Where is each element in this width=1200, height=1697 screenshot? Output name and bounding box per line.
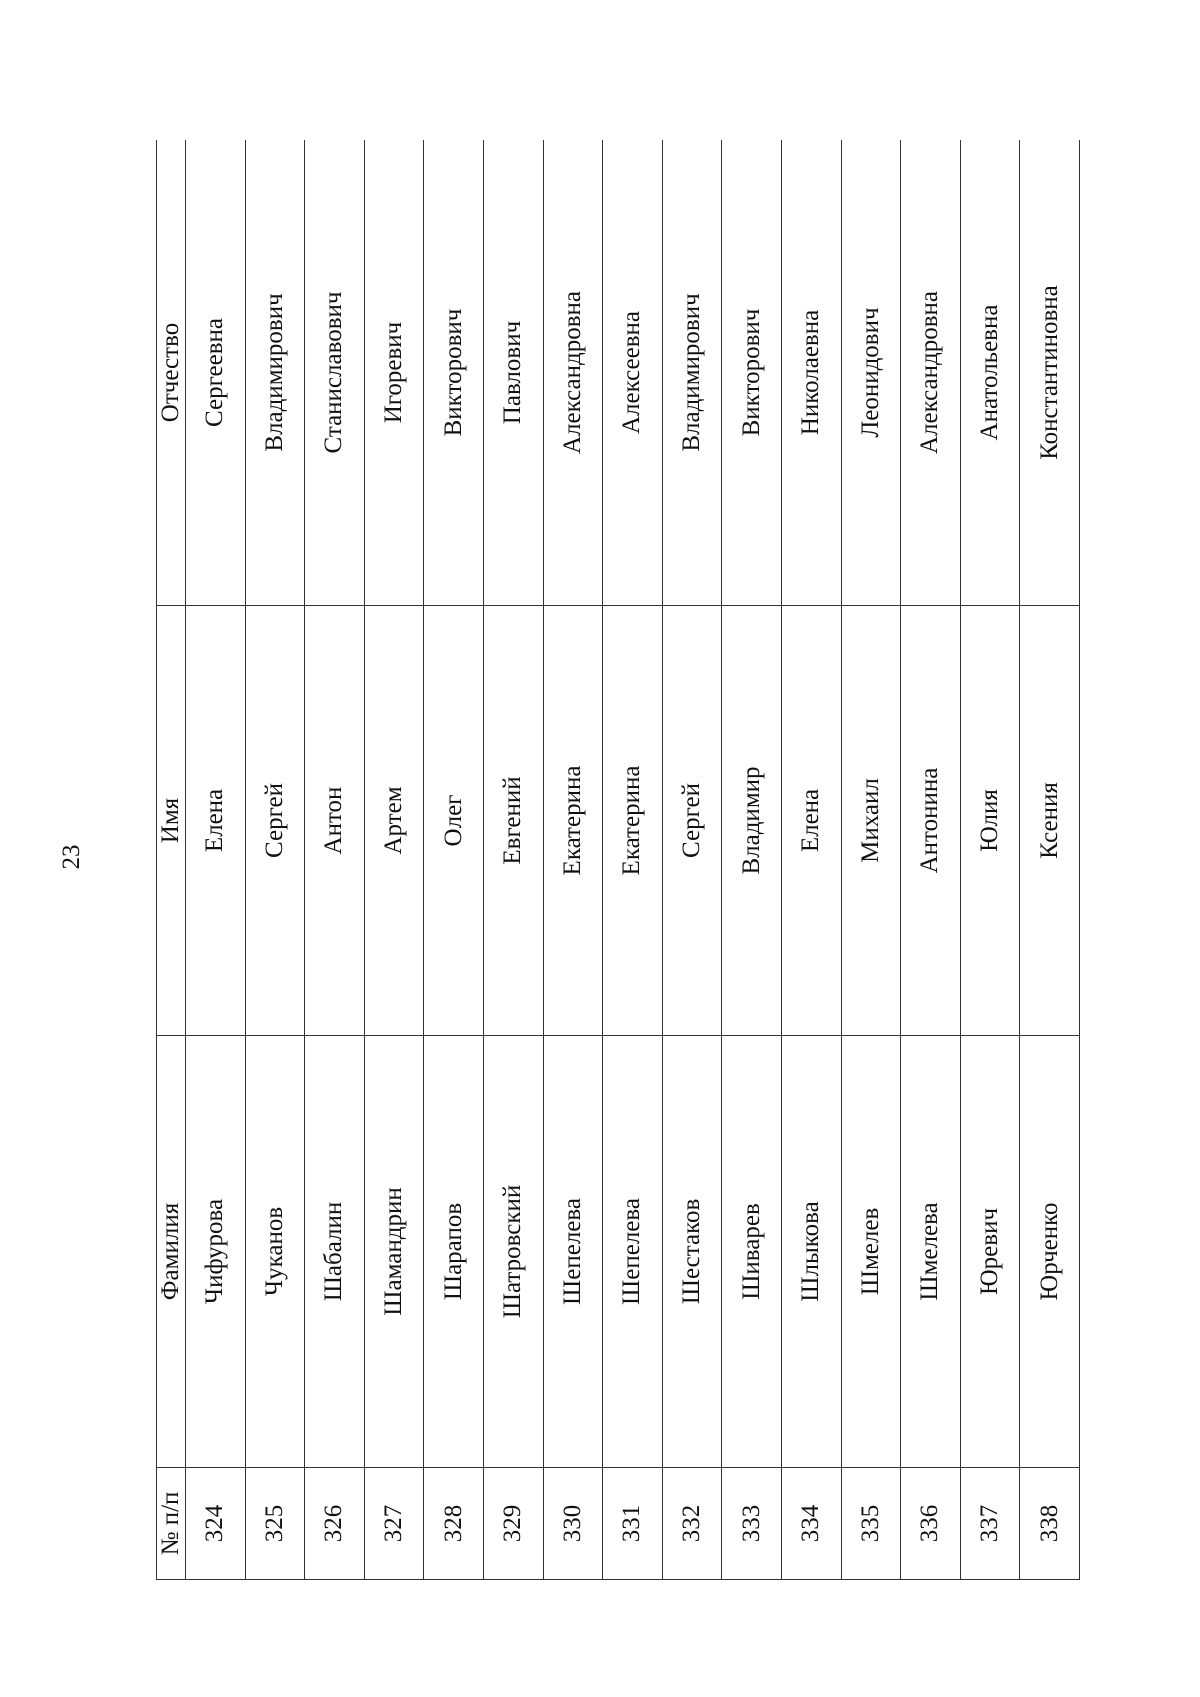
cell-last-name: Шамандрин: [364, 1036, 424, 1468]
cell-last-name: Юрченко: [1020, 1036, 1080, 1468]
cell-patronymic: Анатольевна: [960, 140, 1020, 606]
cell-patronymic: Леонидович: [841, 140, 901, 606]
cell-num: 335: [841, 1468, 901, 1580]
table-row: [245, 140, 305, 1580]
cell-num: 334: [781, 1468, 841, 1580]
cell-num: 326: [305, 1468, 365, 1580]
cell-last-name: Шарапов: [424, 1036, 484, 1468]
cell-num: 333: [722, 1468, 782, 1580]
page-number: 23: [58, 844, 85, 870]
cell-num: 337: [960, 1468, 1020, 1580]
cell-patronymic: Станиславович: [305, 140, 365, 606]
roster-table: [156, 140, 1080, 1580]
table-row: [722, 140, 782, 1580]
cell-last-name: Юревич: [960, 1036, 1020, 1468]
cell-last-name: Шлыкова: [781, 1036, 841, 1468]
cell-patronymic: Константиновна: [1020, 140, 1080, 606]
table-row: [662, 140, 722, 1580]
cell-patronymic: Владимирович: [662, 140, 722, 606]
cell-patronymic: Сергеевна: [186, 140, 246, 606]
cell-first-name: Антонина: [901, 606, 961, 1036]
cell-first-name: Антон: [305, 606, 365, 1036]
roster-table-container: [156, 140, 1080, 1580]
table-row: [364, 140, 424, 1580]
cell-num: 324: [186, 1468, 246, 1580]
table-row: [841, 140, 901, 1580]
table-row: [424, 140, 484, 1580]
cell-first-name: Елена: [781, 606, 841, 1036]
table-row: [781, 140, 841, 1580]
cell-first-name: Ксения: [1020, 606, 1080, 1036]
cell-first-name: Сергей: [662, 606, 722, 1036]
cell-first-name: Елена: [186, 606, 246, 1036]
table-row: [305, 140, 365, 1580]
cell-patronymic: Александровна: [543, 140, 603, 606]
table-row: [603, 140, 663, 1580]
header-num: № п/п: [157, 1468, 186, 1580]
header-first-name: Имя: [157, 606, 186, 1036]
cell-patronymic: Викторович: [424, 140, 484, 606]
cell-last-name: Шмелева: [901, 1036, 961, 1468]
cell-last-name: Шестаков: [662, 1036, 722, 1468]
cell-patronymic: Николаевна: [781, 140, 841, 606]
table-header-row: [157, 140, 186, 1580]
header-patronymic: Отчество: [157, 140, 186, 606]
cell-num: 328: [424, 1468, 484, 1580]
cell-num: 331: [603, 1468, 663, 1580]
cell-num: 329: [483, 1468, 543, 1580]
cell-num: 336: [901, 1468, 961, 1580]
table-row: [543, 140, 603, 1580]
cell-last-name: Шабалин: [305, 1036, 365, 1468]
table-row: [960, 140, 1020, 1580]
cell-patronymic: Павлович: [483, 140, 543, 606]
table-row: [483, 140, 543, 1580]
cell-first-name: Михаил: [841, 606, 901, 1036]
cell-patronymic: Викторович: [722, 140, 782, 606]
cell-patronymic: Алексеевна: [603, 140, 663, 606]
table-row: [1020, 140, 1080, 1580]
cell-patronymic: Игоревич: [364, 140, 424, 606]
cell-first-name: Артем: [364, 606, 424, 1036]
cell-first-name: Юлия: [960, 606, 1020, 1036]
cell-num: 325: [245, 1468, 305, 1580]
cell-num: 338: [1020, 1468, 1080, 1580]
cell-num: 327: [364, 1468, 424, 1580]
cell-num: 332: [662, 1468, 722, 1580]
cell-last-name: Шепелева: [543, 1036, 603, 1468]
cell-last-name: Чифурова: [186, 1036, 246, 1468]
cell-num: 330: [543, 1468, 603, 1580]
cell-first-name: Екатерина: [543, 606, 603, 1036]
roster-table-rotated: [156, 140, 1080, 1580]
cell-first-name: Евгений: [483, 606, 543, 1036]
cell-last-name: Шепелева: [603, 1036, 663, 1468]
cell-last-name: Шатровский: [483, 1036, 543, 1468]
cell-first-name: Екатерина: [603, 606, 663, 1036]
cell-first-name: Владимир: [722, 606, 782, 1036]
cell-last-name: Чуканов: [245, 1036, 305, 1468]
cell-patronymic: Владимирович: [245, 140, 305, 606]
cell-first-name: Олег: [424, 606, 484, 1036]
cell-last-name: Шиварев: [722, 1036, 782, 1468]
table-row: [901, 140, 961, 1580]
table-row: [186, 140, 246, 1580]
cell-patronymic: Александровна: [901, 140, 961, 606]
cell-last-name: Шмелев: [841, 1036, 901, 1468]
cell-first-name: Сергей: [245, 606, 305, 1036]
header-last-name: Фамилия: [157, 1036, 186, 1468]
